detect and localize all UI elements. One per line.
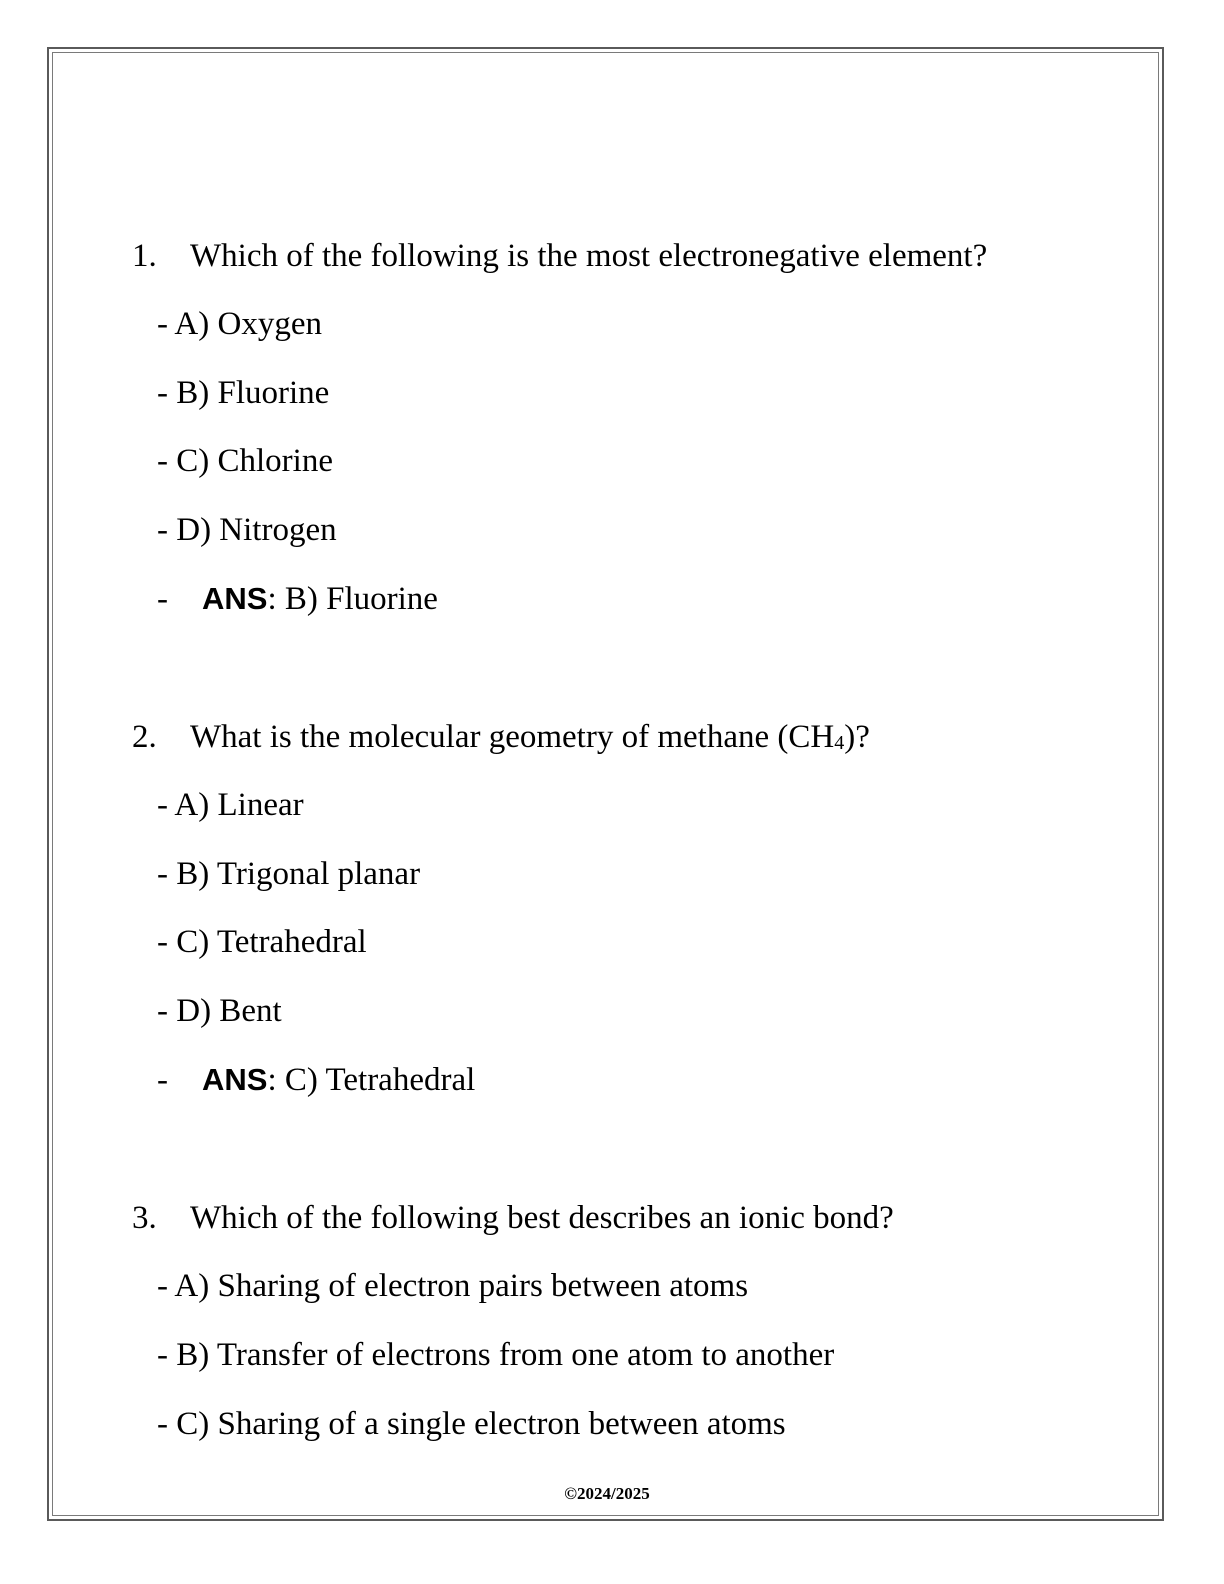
question-number: 2. (132, 719, 157, 755)
option-b: - B) Trigonal planar (157, 856, 421, 892)
question-number: 1. (132, 238, 157, 274)
question-text-end: )? (844, 719, 870, 755)
answer-line (202, 579, 438, 619)
answer-label: ANS (202, 1062, 268, 1097)
option-d: - D) Bent (157, 993, 282, 1029)
question-number: 3. (132, 1200, 157, 1236)
answer-text: : C) Tetrahedral (267, 1062, 476, 1098)
option-b: - B) Transfer of electrons from one atom to another (157, 1337, 835, 1373)
option-c: - C) Sharing of a single electron between atoms (157, 1406, 786, 1442)
option-a: - A) Sharing of electron pairs between atoms (157, 1268, 749, 1304)
option-c: - C) Tetrahedral (157, 924, 367, 960)
option-c: - C) Chlorine (157, 443, 333, 479)
answer-dash: - (157, 1062, 168, 1098)
subscript: 4 (834, 732, 845, 754)
question-text: Which of the following is the most electronegative element? (190, 238, 988, 274)
question-text-start: What is the molecular geometry of methane (CH (190, 719, 835, 755)
question-text: Which of the following best describes an ionic bond? (190, 1200, 894, 1236)
option-b: - B) Fluorine (157, 375, 330, 411)
answer-line (202, 1060, 475, 1100)
question-text (190, 717, 870, 763)
answer-label: ANS (202, 581, 268, 616)
option-d: - D) Nitrogen (157, 512, 337, 548)
answer-dash: - (157, 581, 168, 617)
option-a: - A) Oxygen (157, 306, 322, 342)
answer-text: : B) Fluorine (267, 581, 438, 617)
option-a: - A) Linear (157, 787, 304, 823)
copyright-footer: ©2024/2025 (564, 1484, 650, 1503)
